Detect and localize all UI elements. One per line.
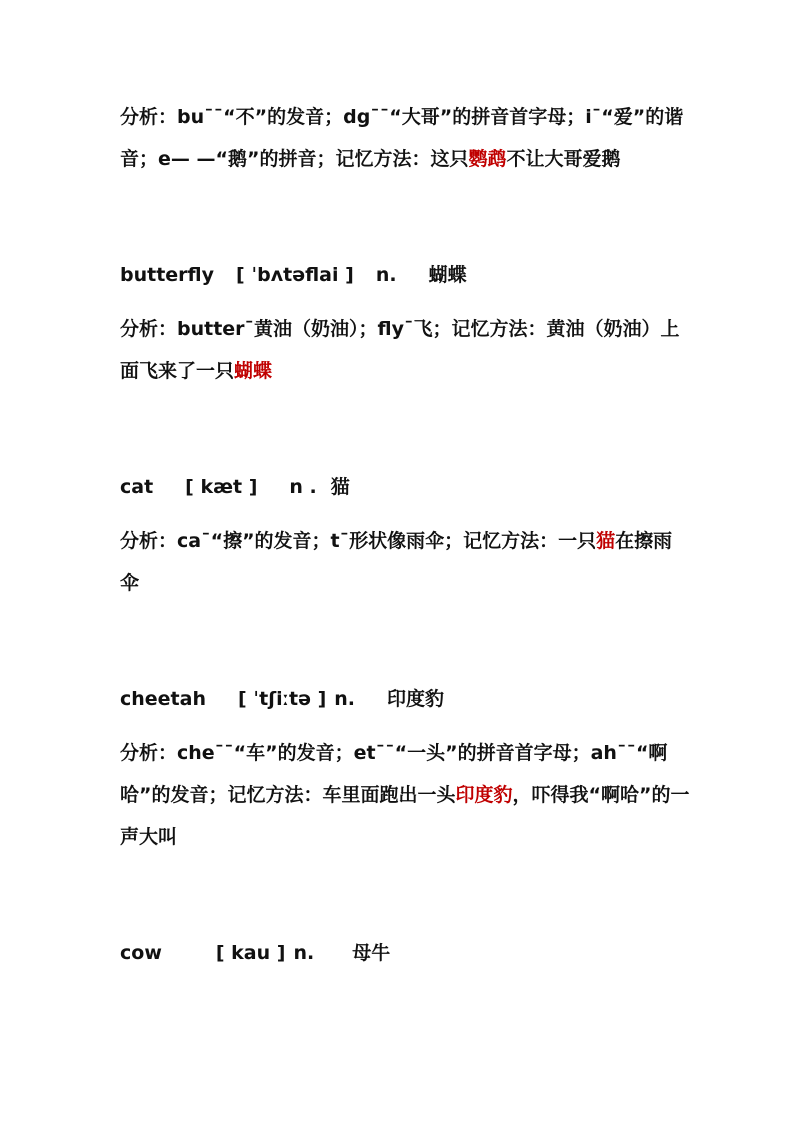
headword: butterfly (120, 264, 215, 286)
phonetic: [ kæt ] (185, 476, 258, 498)
part-of-speech: n. (375, 264, 397, 286)
headword-line (120, 932, 690, 974)
chinese-meaning: 猫 (330, 476, 350, 498)
phonetic: [ ˈbʌtəflai ] (236, 264, 354, 286)
phonetic: [ ˈtʃiːtə ] (238, 688, 327, 710)
part-of-speech: n . (289, 476, 317, 498)
analysis-paragraph (120, 308, 690, 392)
chinese-meaning: 印度豹 (387, 688, 445, 710)
analysis-paragraph (120, 96, 690, 180)
analysis-paragraph (120, 520, 690, 604)
analysis-text: 分析：butter¯黄油（奶油）；fly¯飞；记忆方法：黄油（奶油）上面飞来了一只 (120, 318, 680, 382)
analysis-text: 分析：che¯¯“车”的发音；et¯¯“一头”的拼音首字母；ah¯¯“啊哈”的发音；记忆方法：车里面跑出一头 (120, 742, 668, 806)
highlight-word: 蝴蝶 (234, 360, 273, 382)
headword-line (120, 466, 690, 508)
part-of-speech: n. (334, 688, 356, 710)
highlight-word: 印度豹 (455, 784, 513, 806)
headword: cow (120, 942, 162, 964)
document-page (120, 96, 690, 974)
highlight-word: 猫 (596, 530, 616, 552)
headword: cheetah (120, 688, 206, 710)
analysis-text: 在擦雨伞 (120, 530, 673, 594)
phonetic: [ kau ] (215, 942, 286, 964)
analysis-text: 不让大哥爱鹅 (506, 148, 621, 170)
analysis-text: 分析：ca¯“擦”的发音；t¯形状像雨伞；记忆方法：一只 (120, 530, 597, 552)
analysis-text: 分析：bu¯¯“不”的发音；dg¯¯“大哥”的拼音首字母；i¯“爱”的谐音；e— —“鹅”的拼音；记忆方法：这只 (120, 106, 684, 170)
part-of-speech: n. (293, 942, 315, 964)
analysis-paragraph (120, 732, 690, 858)
highlight-word: 鹦鹉 (468, 148, 507, 170)
headword-line (120, 254, 690, 296)
chinese-meaning: 母牛 (352, 942, 391, 964)
analysis-text: ，吓得我“啊哈”的一声大叫 (120, 784, 690, 848)
headword-line (120, 678, 690, 720)
headword: cat (120, 476, 154, 498)
chinese-meaning: 蝴蝶 (428, 264, 467, 286)
